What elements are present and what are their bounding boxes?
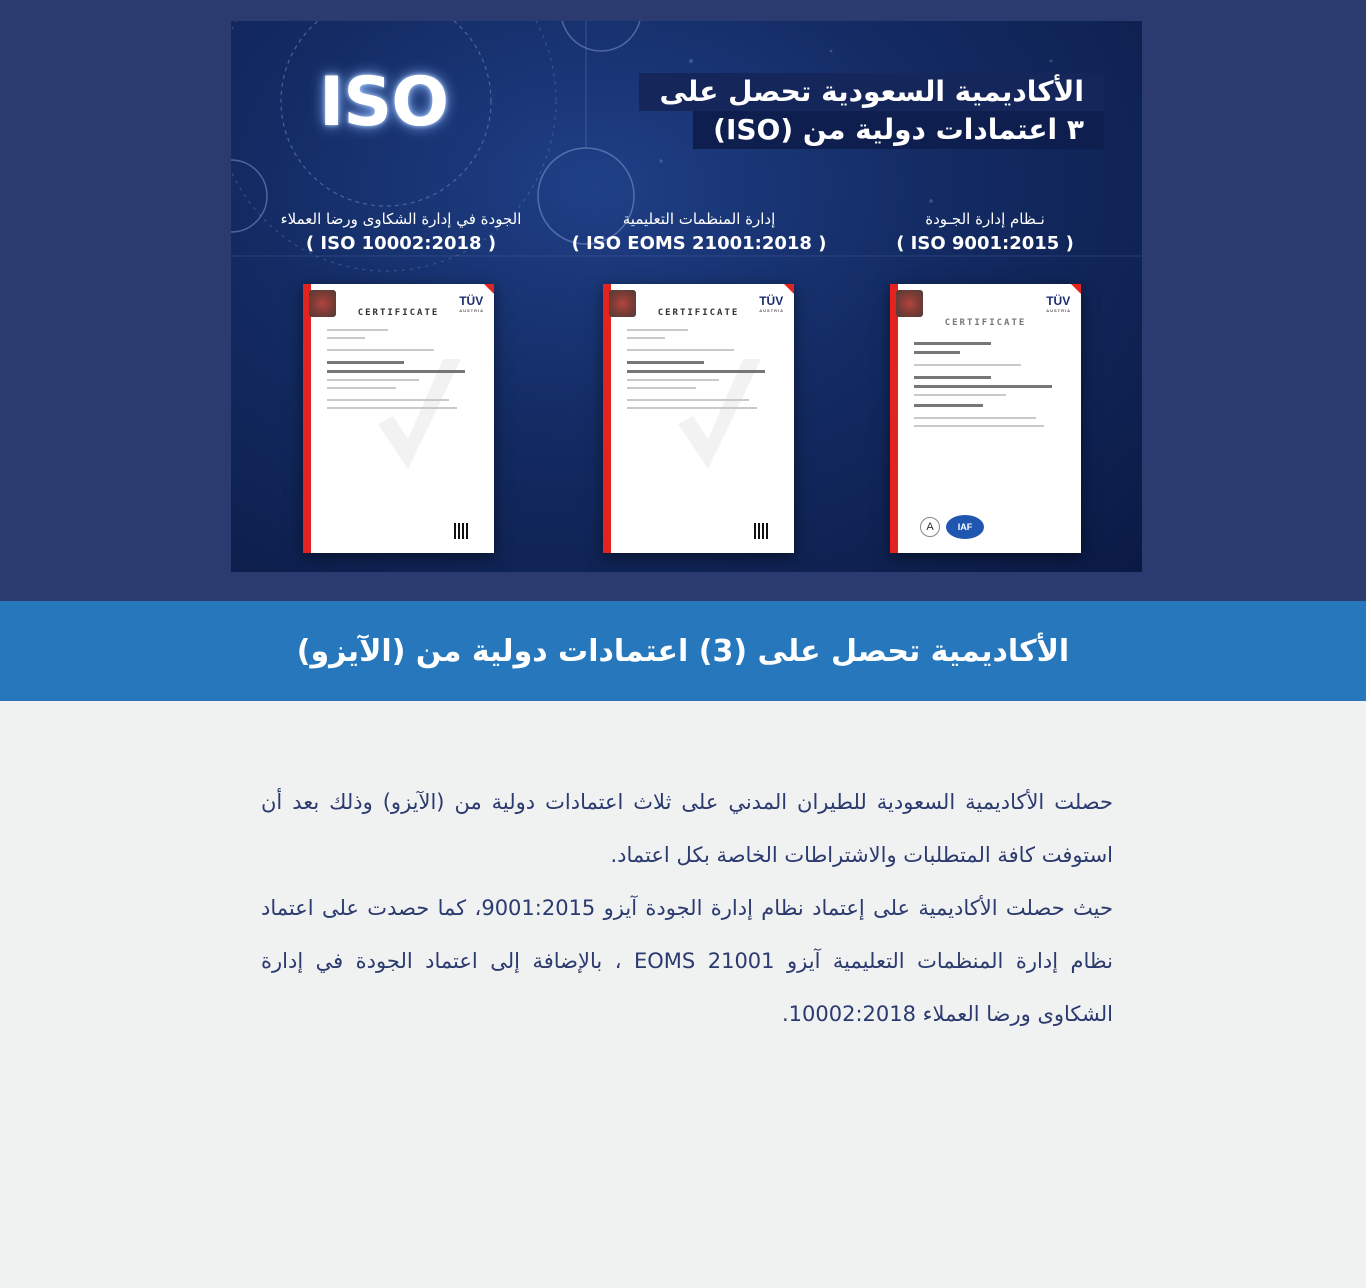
cert-stripe xyxy=(303,284,311,553)
seal-icon xyxy=(896,290,923,317)
cert-body-lines xyxy=(914,342,1067,433)
article-title-bar xyxy=(0,601,1366,701)
iso-logo-text: ISO xyxy=(319,63,449,142)
tuv-logo: TÜV AUSTRIA xyxy=(459,294,484,313)
article-body xyxy=(261,776,1113,1041)
cert-label-21001 xyxy=(549,207,849,257)
article-title: الأكاديمية تحصل على (3) اعتمادات دولية من (الآيزو) xyxy=(296,634,1070,669)
banner-headline-line1: الأكاديمية السعودية تحصل على xyxy=(639,73,1104,111)
cert-corner xyxy=(1071,284,1081,294)
banner-headline-line2: ٣ اعتمادات دولية من (ISO) xyxy=(693,111,1104,149)
cert-name: نـظام إدارة الجـودة xyxy=(925,210,1045,228)
tuv-logo: TÜV AUSTRIA xyxy=(759,294,784,313)
qr-code-icon xyxy=(454,523,470,539)
tuv-logo: TÜV AUSTRIA xyxy=(1046,294,1071,313)
certificate-document-9001 xyxy=(890,284,1081,553)
cert-label-10002 xyxy=(251,207,551,257)
accreditation-a-badge: A xyxy=(920,517,940,537)
article-paragraph-2: حيث حصلت الأكاديمية على إعتماد نظام إدارة الجودة آيزو 9001:2015، كما حصدت على اعتماد نظام إدارة المنظمات التعليمية آيزو EOMS 21001 ، بالإضافة إلى اعتماد الجودة في إدارة الشكاوى ورضا العملاء 10002:2018. xyxy=(261,896,1113,1026)
cert-code: ( ISO 10002:2018 ) xyxy=(305,233,497,254)
certificate-document-21001 xyxy=(603,284,794,553)
cert-name: الجودة في إدارة الشكاوى ورضا العملاء xyxy=(280,210,522,228)
cert-doc-title: CERTIFICATE xyxy=(657,308,740,318)
cert-corner xyxy=(784,284,794,294)
iso-banner-image xyxy=(231,21,1142,572)
cert-corner xyxy=(484,284,494,294)
iaf-badge: IAF xyxy=(946,515,984,539)
cert-stripe xyxy=(603,284,611,553)
qr-code-icon xyxy=(754,523,770,539)
cert-code: ( ISO EOMS 21001:2018 ) xyxy=(571,233,827,254)
cert-body-lines xyxy=(627,329,780,415)
cert-label-9001 xyxy=(835,207,1135,257)
cert-code: ( ISO 9001:2015 ) xyxy=(896,233,1074,254)
cert-body-lines xyxy=(327,329,480,415)
cert-doc-title: CERTIFICATE xyxy=(357,308,440,318)
cert-doc-title: CERTIFICATE xyxy=(944,318,1027,328)
cert-name: إدارة المنظمات التعليمية xyxy=(622,210,776,228)
article-paragraph-1: حصلت الأكاديمية السعودية للطيران المدني على ثلاث اعتمادات دولية من (الآيزو) وذلك بعد أن استوفت كافة المتطلبات والاشتراطات الخاصة بكل اعتماد. xyxy=(261,790,1113,867)
hero-section xyxy=(0,0,1366,601)
certificate-document-10002 xyxy=(303,284,494,553)
banner-headline xyxy=(639,73,1104,149)
